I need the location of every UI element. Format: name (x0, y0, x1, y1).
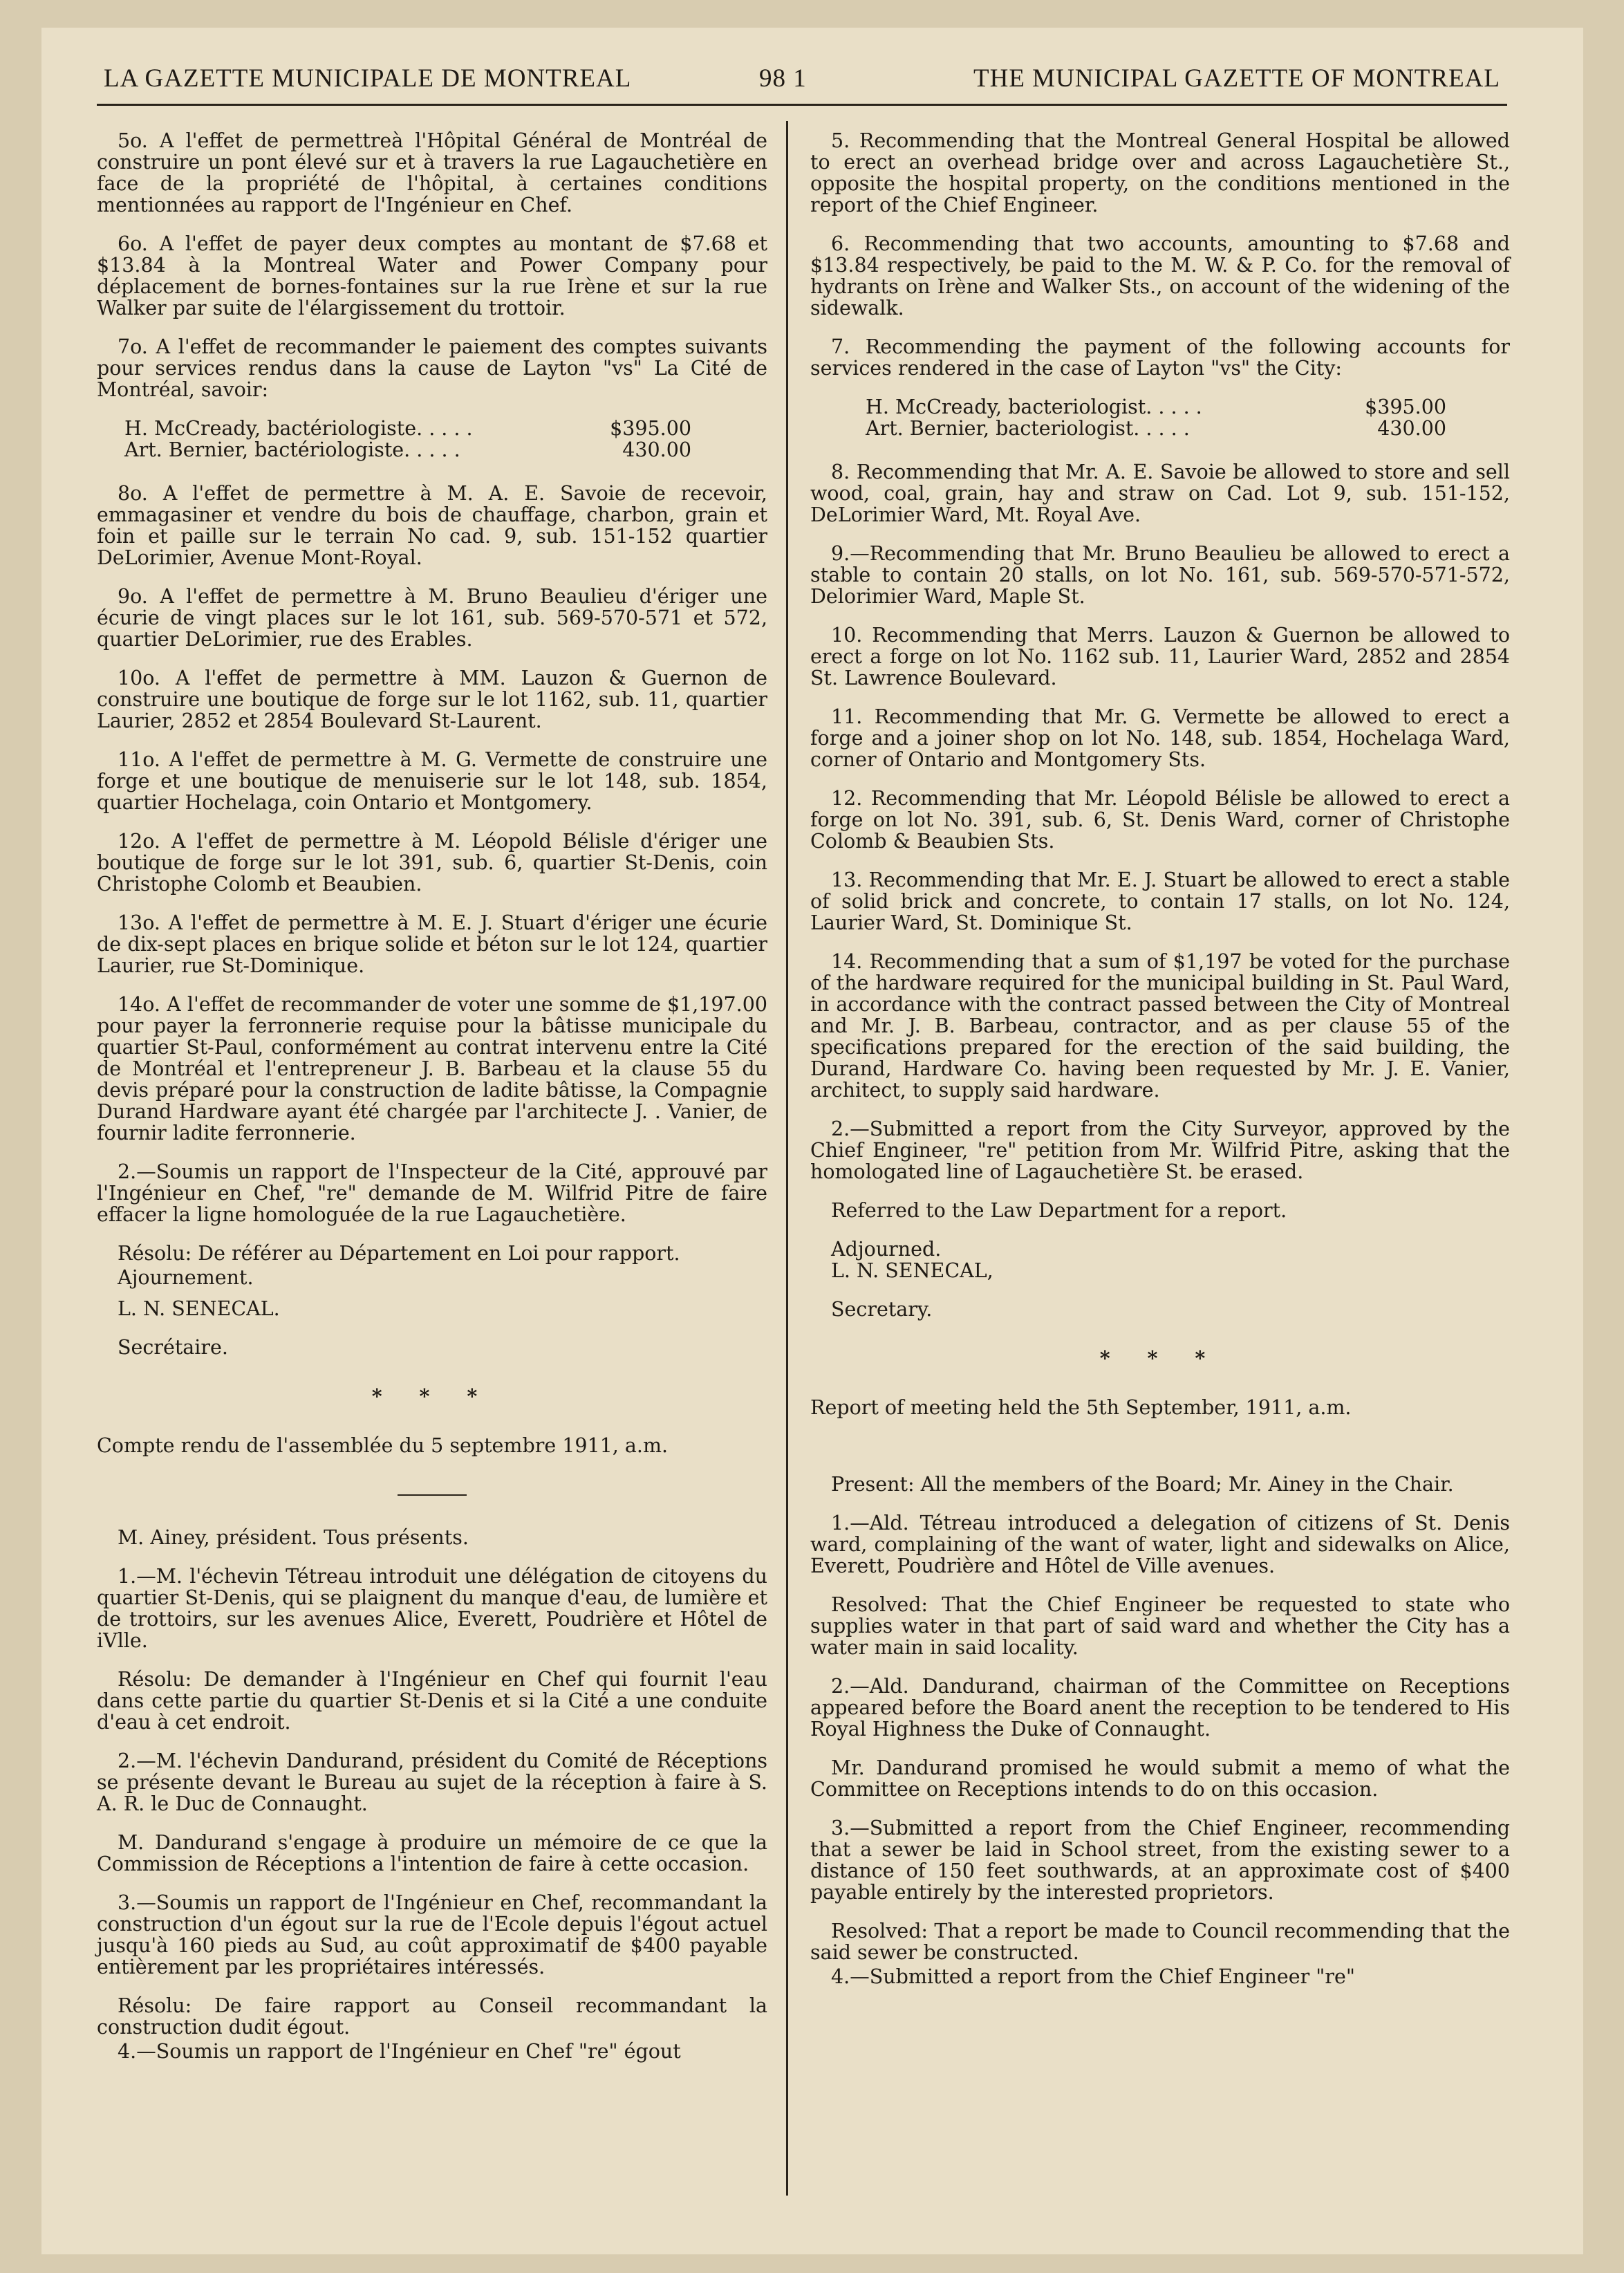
fr-resolution: Résolu: De référer au Département en Loi pour rapport. (118, 1242, 680, 1265)
en-item-11: 11. Recommending that Mr. G. Vermette be allowed to erect a forge and a joiner shop on lot No. 148, sub. 1854, Hochelaga Ward, corner of Ontario and Montgomery Sts. (810, 705, 1510, 771)
header-rule (97, 104, 1507, 106)
en-adjourned: Adjourned. (831, 1238, 942, 1261)
fr-account-name: H. McCready, bactériologiste. . . . . (124, 417, 473, 440)
fr-account-row (124, 439, 691, 461)
en-section-separator: * * * (1099, 1346, 1221, 1370)
fr-section-separator: * * * (371, 1384, 493, 1408)
en-account-row (866, 396, 1446, 418)
fr-item-7: 7o. A l'effet de recommander le paiement des comptes suivants pour services rendus dans la cause de Layton "vs" La Cité de Montréal, savoir: (97, 335, 767, 401)
fr-item-9: 9o. A l'effet de permettre à M. Bruno Beaulieu d'ériger une écurie de vingt places sur le lot 161, sub. 569-570-571 et 572, quartier DeLorimier, rue des Erables. (97, 585, 767, 651)
fr-short-rule (398, 1494, 467, 1496)
page-header (104, 64, 1500, 105)
en-minute-3: 3.—Submitted a report from the Chief Engineer, recommending that a sewer be laid in School street, from the existing sewer to a distance of 150 feet southwards, at an approximate cost of $400 payable entirely by the interested proprietors. (810, 1817, 1510, 1904)
english-column (810, 130, 1510, 2005)
fr-minute-3: 3.—Soumis un rapport de l'Ingénieur en Chef, recommandant la construction d'un égout sur la rue de l'Ecole depuis l'égout actuel jusqu'à 160 pieds au Sud, au coût approximatif de $400 payable entièrement par les propriétaires intéressés. (97, 1891, 767, 1978)
en-resolution-3: Resolved: That a report be made to Council recommending that the said sewer be constructed. (810, 1920, 1510, 1964)
en-report-title: Report of meeting held the 5th September, 1911, a.m. (810, 1396, 1352, 1419)
fr-item-6: 6o. A l'effet de payer deux comptes au montant de $7.68 et $13.84 à la Montreal Water and Power Company pour déplacement de bornes-fontaines sur la rue Irène et sur la rue Walker par suite de l'élargissement du trottoir. (97, 232, 767, 319)
fr-account-amount: $395.00 (610, 417, 691, 440)
en-item-14: 14. Recommending that a sum of $1,197 be voted for the purchase of the hardware required for the municipal building in St. Paul Ward, in accordance with the contract passed between the City of Montreal and Mr. J. B. Barbeau, contractor, and as per clause 55 of the specifications prepared for the erection of the said building, the Durand, Hardware Co. having been requested by Mr. J. E. Vanier, architect, to supply said hardware. (810, 950, 1510, 1102)
fr-minute-2: 2.—M. l'échevin Dandurand, président du Comité de Réceptions se présente devant le Bureau au sujet de la réception à faire à S. A. R. le Duc de Connaught. (97, 1750, 767, 1815)
fr-account-row (124, 418, 691, 439)
en-resolution-1: Resolved: That the Chief Engineer be requested to state who supplies water in that part of said ward and whether the City has a water main in said locality. (810, 1593, 1510, 1659)
fr-signature-title: Secrétaire. (118, 1336, 228, 1359)
fr-item-12: 12o. A l'effet de permettre à M. Léopold Bélisle d'ériger une boutique de forge sur le lot 391, sub. 6, quartier St-Denis, coin Christophe Colomb et Beaubien. (97, 830, 767, 896)
en-minute-1: 1.—Ald. Tétreau introduced a delegation of citizens of St. Denis ward, complaining of the want of water, light and sidewalks on Alice, Everett, Poudrière and Hôtel de Ville avenues. (810, 1512, 1510, 1577)
en-account-name: H. McCready, bacteriologist. . . . . (866, 396, 1202, 418)
en-signature-title: Secretary. (831, 1298, 933, 1321)
en-minute-4: 4.—Submitted a report from the Chief Engineer "re" (831, 1965, 1356, 1988)
fr-minute-2b: M. Dandurand s'engage à produire un mémoire de ce que la Commission de Réceptions a l'intention de faire à cette occasion. (97, 1831, 767, 1875)
page-number: 98 1 (759, 64, 807, 93)
header-left-title: LA GAZETTE MUNICIPALE DE MONTREAL (104, 64, 632, 93)
en-minute-2: 2.—Ald. Dandurand, chairman of the Committee on Receptions appeared before the Board anent the reception to be tendered to His Royal Highness the Duke of Connaught. (810, 1675, 1510, 1741)
fr-present: M. Ainey, président. Tous présents. (118, 1526, 469, 1549)
fr-item-11: 11o. A l'effet de permettre à M. G. Vermette de construire une forge et une boutique de menuiserie sur le lot 148, sub. 1854, quartier Hochelaga, coin Ontario et Montgomery. (97, 748, 767, 814)
en-account-name: Art. Bernier, bacteriologist. . . . . (866, 417, 1190, 440)
fr-resolution-1: Résolu: De demander à l'Ingénieur en Chef qui fournit l'eau dans cette partie du quartier St-Denis et si la Cité a une conduite d'eau à cet endroit. (97, 1668, 767, 1734)
en-account-amount: 430.00 (1377, 417, 1446, 440)
header-right-title: THE MUNICIPAL GAZETTE OF MONTREAL (973, 64, 1500, 93)
en-item-2-report: 2.—Submitted a report from the City Surveyor, approved by the Chief Engineer, "re" petition from Mr. Wilfrid Pitre, asking that the homologated line of Lagauchetière St. be erased. (810, 1117, 1510, 1183)
fr-account-name: Art. Bernier, bactériologiste. . . . . (124, 438, 460, 461)
fr-item-13: 13o. A l'effet de permettre à M. E. J. Stuart d'ériger une écurie de dix-sept places en brique solide et béton sur le lot 124, quartier Laurier, rue St-Dominique. (97, 911, 767, 977)
fr-signature-name: L. N. SENECAL. (118, 1297, 280, 1320)
en-referred: Referred to the Law Department for a report. (831, 1199, 1287, 1222)
column-divider (786, 121, 788, 2196)
en-signature-name: L. N. SENECAL, (831, 1259, 993, 1282)
fr-item-10: 10o. A l'effet de permettre à MM. Lauzon & Guernon de construire une boutique de forge sur le lot 1162, sub. 11, quartier Laurier, 2852 et 2854 Boulevard St-Laurent. (97, 667, 767, 732)
fr-minute-1: 1.—M. l'échevin Tétreau introduit une délégation de citoyens du quartier St-Denis, qui se plaignent du manque d'eau, de lumière et de trottoirs, sur les avenues Alice, Everett, Poudrière et Hôtel de iVlle. (97, 1565, 767, 1652)
fr-item-8: 8o. A l'effet de permettre à M. A. E. Savoie de recevoir, emmagasiner et vendre du bois de chauffage, charbon, grain et foin et paille sur le terrain No cad. 9, sub. 151-152 quartier DeLorimier, Avenue Mont-Royal. (97, 482, 767, 569)
fr-item-5: 5o. A l'effet de permettreà l'Hôpital Général de Montréal de construire un pont élevé sur et à travers la rue Lagauchetière en face de la propriété de l'hôpital, à certaines conditions mentionnées au rapport de l'Ingénieur en Chef. (97, 129, 767, 216)
fr-resolution-3: Résolu: De faire rapport au Conseil recommandant la construction dudit égout. (97, 1994, 767, 2039)
en-accounts (810, 396, 1510, 439)
en-minute-2b: Mr. Dandurand promised he would submit a memo of what the Committee on Receptions intends to do on this occasion. (810, 1756, 1510, 1801)
fr-item-14: 14o. A l'effet de recommander de voter une somme de $1,197.00 pour payer la ferronnerie requise pour la bâtisse municipale du quartier St-Paul, conformément au contrat intervenu entre la Cité de Montréal et l'entrepreneur J. B. Barbeau et la clause 55 du devis préparé pour la construction de ladite bâtisse, la Compagnie Durand Hardware ayant été chargée par l'architecte J. . Vanier, de fournir ladite ferronnerie. (97, 993, 767, 1144)
en-item-7: 7. Recommending the payment of the following accounts for services rendered in the case of Layton "vs" the City: (810, 335, 1510, 380)
en-item-6: 6. Recommending that two accounts, amounting to $7.68 and $13.84 respectively, be paid to the M. W. & P. Co. for the removal of hydrants on Irène and Walker Sts., on account of the widening of the sidewalk. (810, 232, 1510, 319)
fr-accounts (97, 418, 767, 461)
en-item-13: 13. Recommending that Mr. E. J. Stuart be allowed to erect a stable of solid brick and concrete, to contain 17 stalls, on lot No. 124, Laurier Ward, St. Dominique St. (810, 869, 1510, 934)
en-item-8: 8. Recommending that Mr. A. E. Savoie be allowed to store and sell wood, coal, grain, hay and straw on Cad. Lot 9, sub. 151-152, DeLorimier Ward, Mt. Royal Ave. (810, 461, 1510, 526)
fr-item-2-report: 2.—Soumis un rapport de l'Inspecteur de la Cité, approuvé par l'Ingénieur en Chef, "re" demande de M. Wilfrid Pitre de faire effacer la ligne homologuée de la rue Lagauchetière. (97, 1160, 767, 1226)
en-account-row (866, 418, 1446, 439)
fr-adjournment: Ajournement. (118, 1266, 254, 1289)
fr-account-amount: 430.00 (622, 438, 691, 461)
en-present: Present: All the members of the Board; Mr. Ainey in the Chair. (831, 1473, 1454, 1496)
en-item-5: 5. Recommending that the Montreal General Hospital be allowed to erect an overhead bridge over and across Lagauchetière St., opposite the hospital property, on the conditions mentioned in the report of the Chief Engineer. (810, 129, 1510, 216)
fr-report-title: Compte rendu de l'assemblée du 5 septembre 1911, a.m. (97, 1434, 669, 1457)
en-item-12: 12. Recommending that Mr. Léopold Bélisle be allowed to erect a forge on lot No. 391, sub. 6, St. Denis Ward, corner of Christophe Colomb & Beaubien Sts. (810, 787, 1510, 853)
en-account-amount: $395.00 (1365, 396, 1446, 418)
en-item-10: 10. Recommending that Merrs. Lauzon & Guernon be allowed to erect a forge on lot No. 1162 sub. 11, Laurier Ward, 2852 and 2854 St. Lawrence Boulevard. (810, 624, 1510, 689)
french-column (97, 130, 767, 2079)
fr-minute-4: 4.—Soumis un rapport de l'Ingénieur en Chef "re" égout (118, 2040, 681, 2063)
en-item-9: 9.—Recommending that Mr. Bruno Beaulieu be allowed to erect a stable to contain 20 stalls, on lot No. 161, sub. 569-570-571-572, Delorimier Ward, Maple St. (810, 542, 1510, 608)
